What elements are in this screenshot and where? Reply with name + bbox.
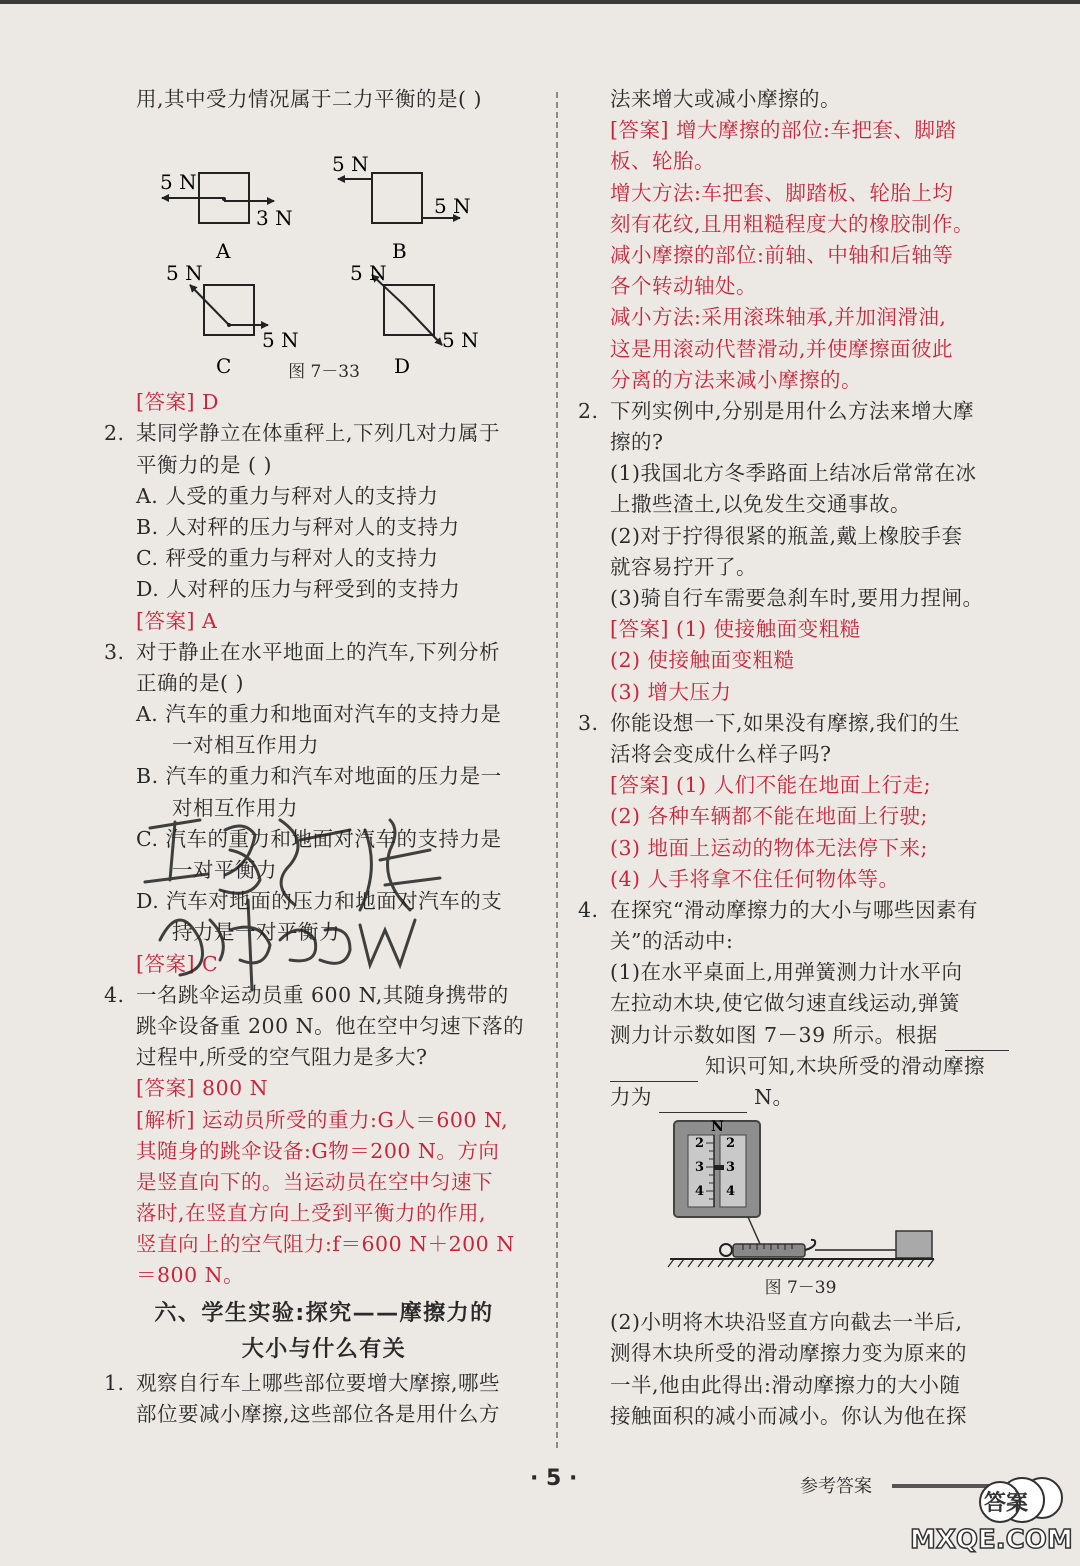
q3-option-a-2: 一对相互作用力 bbox=[172, 733, 319, 758]
q1-answer-value: D bbox=[202, 390, 219, 415]
q4-stem-1 bbox=[104, 980, 544, 1011]
q3-answer-value: C bbox=[202, 951, 219, 976]
q2-stem-text-1: 某同学静立在体重秤上,下列几对力属于 bbox=[136, 421, 501, 446]
q2-option-a: A. 人受的重力与秤对人的支持力 bbox=[136, 483, 439, 508]
s6q4-stem-text-1: 在探究“滑动摩擦力的大小与哪些因素有 bbox=[610, 897, 978, 922]
s6q1-answer-2: 板、轮胎。 bbox=[610, 149, 715, 174]
spring-scale-zoom bbox=[674, 1119, 760, 1217]
fig-c-force1: 5 N bbox=[166, 261, 203, 286]
fig-d-label: D bbox=[394, 354, 411, 379]
left-column bbox=[104, 84, 544, 1430]
s6q3-answer-3: (3) 地面上运动的物体无法停下来; bbox=[610, 835, 928, 860]
s6q2-part2-a: (2)对于拧得很紧的瓶盖,戴上橡胶手套 bbox=[610, 523, 963, 548]
top-edge bbox=[0, 0, 1080, 4]
s6q2-part2-b: 就容易拧开了。 bbox=[610, 554, 757, 579]
q3-option-d-1: D. 汽车对地面的压力和地面对汽车的支 bbox=[136, 889, 503, 914]
s6q1-stem-2: 部位要减小摩擦,这些部位各是用什么方 bbox=[136, 1401, 501, 1426]
s6q1-answer-3: 增大方法:车把套、脚踏板、轮胎上均 bbox=[610, 180, 954, 205]
s6q1-answer-text-1: 增大摩擦的部位:车把套、脚踏 bbox=[676, 118, 957, 143]
q4-stem-3: 过程中,所受的空气阻力是多大? bbox=[136, 1045, 428, 1070]
q3-stem-text-1: 对于静止在水平地面上的汽车,下列分析 bbox=[136, 639, 501, 664]
s6q1-stem-3: 法来增大或减小摩擦的。 bbox=[610, 87, 841, 111]
s6q4-part2-c: 一半,他由此得出:滑动摩擦力的大小随 bbox=[610, 1372, 961, 1397]
scale-tick-4: 4 bbox=[695, 1184, 705, 1200]
answer-tag: [答案] bbox=[610, 617, 669, 642]
q4-analysis-2: 其随身的跳伞设备:G物＝200 N。方向 bbox=[136, 1138, 500, 1163]
fig-c-force2: 5 N bbox=[262, 328, 299, 353]
figure-option-b bbox=[332, 152, 471, 263]
table-surface bbox=[668, 1259, 934, 1267]
s6q4-stem-1 bbox=[578, 895, 1023, 926]
right-column bbox=[578, 84, 1023, 1432]
figure-7-33-caption: 图 7－33 bbox=[288, 362, 360, 383]
q4-analysis-5: 竖直向上的空气阻力:f＝600 N＋200 N bbox=[136, 1232, 515, 1257]
q4-number: 4. bbox=[104, 982, 125, 1007]
s6q2-part3: (3)骑自行车需要急刹车时,要用力捏闸。 bbox=[610, 586, 984, 610]
figure-7-39 bbox=[578, 1113, 1023, 1273]
s6q4-part1-b: 左拉动木块,使它做匀速直线运动,弹簧 bbox=[610, 991, 961, 1016]
s6q4-stem-2: 关”的活动中: bbox=[610, 929, 734, 954]
q2-option-d: D. 人对秤的压力与秤受到的支持力 bbox=[136, 577, 461, 602]
fig-a-label: A bbox=[216, 239, 231, 264]
q3-number: 3. bbox=[104, 639, 125, 664]
q3-stem-1 bbox=[104, 637, 544, 668]
s6q4-part1-d bbox=[578, 1051, 1023, 1082]
answer-tag: [答案] bbox=[136, 951, 195, 976]
s6q4-part1-d-text: 知识可知,木块所受的滑动摩擦 bbox=[705, 1053, 986, 1078]
q2-answer bbox=[104, 606, 544, 637]
q4-analysis-3: 是竖直向下的。当运动员在空中匀速下 bbox=[136, 1169, 493, 1194]
fig-d-force2: 5 N bbox=[442, 328, 479, 353]
s6q2-part1-a: (1)我国北方冬季路面上结冰后常常在冰 bbox=[610, 461, 977, 486]
s6q1-answer-9: 分离的方法来减小摩擦的。 bbox=[610, 367, 862, 392]
s6q1-answer-4: 刻有花纹,且用粗糙程度大的橡胶制作。 bbox=[610, 211, 975, 236]
q4-analysis-text-1: 运动员所受的重力:G人＝600 N, bbox=[202, 1107, 509, 1132]
q1-answer bbox=[104, 387, 544, 418]
s6q1-stem-text-1: 观察自行车上哪些部位要增大摩擦,哪些 bbox=[136, 1370, 501, 1395]
answer-tag: [答案] bbox=[136, 1076, 195, 1101]
q2-answer-value: A bbox=[202, 608, 218, 633]
fig-b-force1: 5 N bbox=[332, 152, 369, 177]
s6q4-part1-e-pre: 力为 bbox=[610, 1085, 652, 1109]
s6q2-number: 2. bbox=[578, 398, 599, 423]
q2-option-c: C. 秤受的重力与秤对人的支持力 bbox=[136, 546, 439, 571]
s6q3-stem-1 bbox=[578, 708, 1023, 739]
q2-stem-2: 平衡力的是 ( ) bbox=[136, 452, 273, 477]
q2-option-b: B. 人对秤的压力与秤对人的支持力 bbox=[136, 514, 460, 539]
s6q3-stem-text-1: 你能设想一下,如果没有摩擦,我们的生 bbox=[610, 710, 961, 735]
q4-analysis-4: 落时,在竖直方向上受到平衡力的作用, bbox=[136, 1201, 487, 1226]
fig-b-label: B bbox=[392, 239, 407, 264]
s6q3-number: 3. bbox=[578, 710, 599, 735]
s6q2-answer-text-1: (1) 使接触面变粗糙 bbox=[676, 617, 861, 642]
s6q1-stem-1 bbox=[104, 1368, 544, 1399]
s6q2-answer-3: (3) 增大压力 bbox=[610, 679, 732, 704]
s6q3-answer-1 bbox=[578, 770, 1023, 801]
q3-option-c-2: 一对平衡力 bbox=[172, 858, 277, 882]
fig-d-force1: 5 N bbox=[350, 261, 387, 286]
spring-scale bbox=[720, 1240, 815, 1257]
watermark-text: MXQE.COM bbox=[910, 1525, 1073, 1555]
q3-stem-2: 正确的是( ) bbox=[136, 670, 245, 695]
fig-a-force1: 5 N bbox=[160, 170, 197, 195]
answer-tag: [答案] bbox=[136, 390, 195, 415]
scale-tick-3: 3 bbox=[695, 1160, 705, 1176]
s6q2-part1-b: 上撒些渣土,以免发生交通事故。 bbox=[610, 492, 912, 517]
s6q4-part1-e bbox=[578, 1082, 1023, 1113]
answer-tag: [答案] bbox=[610, 118, 669, 143]
s6q1-answer-1 bbox=[578, 115, 1023, 146]
s6q2-stem-1 bbox=[578, 396, 1023, 427]
q4-analysis-6: ＝800 N。 bbox=[136, 1263, 245, 1288]
answer-tag: [答案] bbox=[136, 608, 195, 633]
s6q2-answer-2: (2) 使接触面变粗糙 bbox=[610, 648, 795, 673]
s6q2-stem-text-1: 下列实例中,分别是用什么方法来增大摩 bbox=[610, 398, 975, 423]
scale-unit: N bbox=[711, 1119, 724, 1136]
s6q4-part1-e-post: N。 bbox=[754, 1085, 794, 1109]
s6q4-part2-d: 接触面积的减小而减小。你认为他在探 bbox=[610, 1403, 967, 1428]
figure-7-39-caption: 图 7－39 bbox=[764, 1278, 837, 1299]
section-6-title-2: 大小与什么有关 bbox=[241, 1336, 407, 1362]
s6q1-number: 1. bbox=[104, 1370, 125, 1395]
q3-option-b-1: B. 汽车的重力和汽车对地面的压力是一 bbox=[136, 764, 502, 789]
q4-answer bbox=[104, 1073, 544, 1104]
wood-block bbox=[896, 1231, 932, 1258]
page-number: · 5 · bbox=[530, 1466, 578, 1491]
q4-stem-text-1: 一名跳伞运动员重 600 N,其随身携带的 bbox=[136, 982, 509, 1007]
mxqe-watermark-logo bbox=[896, 1470, 1073, 1556]
q3-option-b-2: 对相互作用力 bbox=[172, 795, 298, 820]
s6q1-answer-6: 各个转动轴处。 bbox=[610, 274, 757, 299]
q3-option-c-1: C. 汽车的重力和地面对汽车的支持力是 bbox=[136, 826, 502, 851]
q3-option-d-2: 持力是一对平衡力 bbox=[172, 920, 340, 945]
s6q1-answer-5: 减小摩擦的部位:前轴、中轴和后轴等 bbox=[610, 242, 954, 267]
q4-stem-2: 跳伞设备重 200 N。他在空中匀速下落的 bbox=[136, 1013, 525, 1038]
scale-tick-2: 2 bbox=[695, 1136, 705, 1152]
q2-number: 2. bbox=[104, 421, 125, 446]
s6q3-answer-text-1: (1) 人们不能在地面上行走; bbox=[676, 773, 931, 798]
s6q3-answer-4: (4) 人手将拿不住任何物体等。 bbox=[610, 866, 900, 891]
answer-tag: [答案] bbox=[610, 773, 669, 798]
svg-text:答案: 答案 bbox=[984, 1491, 1029, 1516]
s6q4-part1-a: (1)在水平桌面上,用弹簧测力计水平向 bbox=[610, 960, 963, 985]
s6q2-stem-2: 擦的? bbox=[610, 430, 664, 455]
scale-tick-2-right: 2 bbox=[726, 1136, 736, 1152]
scale-tick-3-right: 3 bbox=[726, 1160, 736, 1176]
s6q4-number: 4. bbox=[578, 897, 599, 922]
footer-label: 参考答案 bbox=[800, 1476, 872, 1497]
fig-c-label: C bbox=[216, 354, 232, 379]
fig-a-force2: 3 N bbox=[256, 206, 293, 231]
section-6-title-1: 六、学生实验:探究——摩擦力的 bbox=[154, 1300, 494, 1326]
answer-blank-3[interactable] bbox=[659, 1112, 747, 1113]
fig-b-force2: 5 N bbox=[434, 194, 471, 219]
q2-stem-1 bbox=[104, 418, 544, 449]
s6q3-stem-2: 活将会变成什么样子吗? bbox=[610, 741, 832, 766]
column-divider bbox=[556, 92, 558, 1448]
s6q4-part2-a: (2)小明将木块沿竖直方向截去一半后, bbox=[610, 1310, 963, 1335]
analysis-tag: [解析] bbox=[136, 1107, 195, 1132]
s6q4-part1-c-text: 测力计示数如图 7－39 所示。根据 bbox=[610, 1022, 938, 1047]
s6q2-answer-1 bbox=[578, 614, 1023, 645]
q1-stem: 用,其中受力情况属于二力平衡的是( ) bbox=[136, 87, 483, 111]
q3-answer bbox=[104, 949, 544, 980]
figure-option-a bbox=[160, 170, 293, 263]
s6q1-answer-7: 减小方法:采用滚珠轴承,并加润滑油, bbox=[610, 305, 947, 330]
scale-tick-4-right: 4 bbox=[726, 1184, 736, 1200]
s6q4-part1-c bbox=[578, 1020, 1023, 1051]
q4-answer-value: 800 N bbox=[202, 1076, 269, 1101]
s6q4-part2-b: 测得木块所受的滑动摩擦力变为原来的 bbox=[610, 1341, 967, 1366]
s6q3-answer-2: (2) 各种车辆都不能在地面上行驶; bbox=[610, 804, 928, 829]
s6q1-answer-8: 这是用滚动代替滑动,并使摩擦面彼此 bbox=[610, 336, 954, 361]
q3-option-a-1: A. 汽车的重力和地面对汽车的支持力是 bbox=[136, 702, 502, 727]
q4-analysis-1 bbox=[104, 1105, 544, 1136]
